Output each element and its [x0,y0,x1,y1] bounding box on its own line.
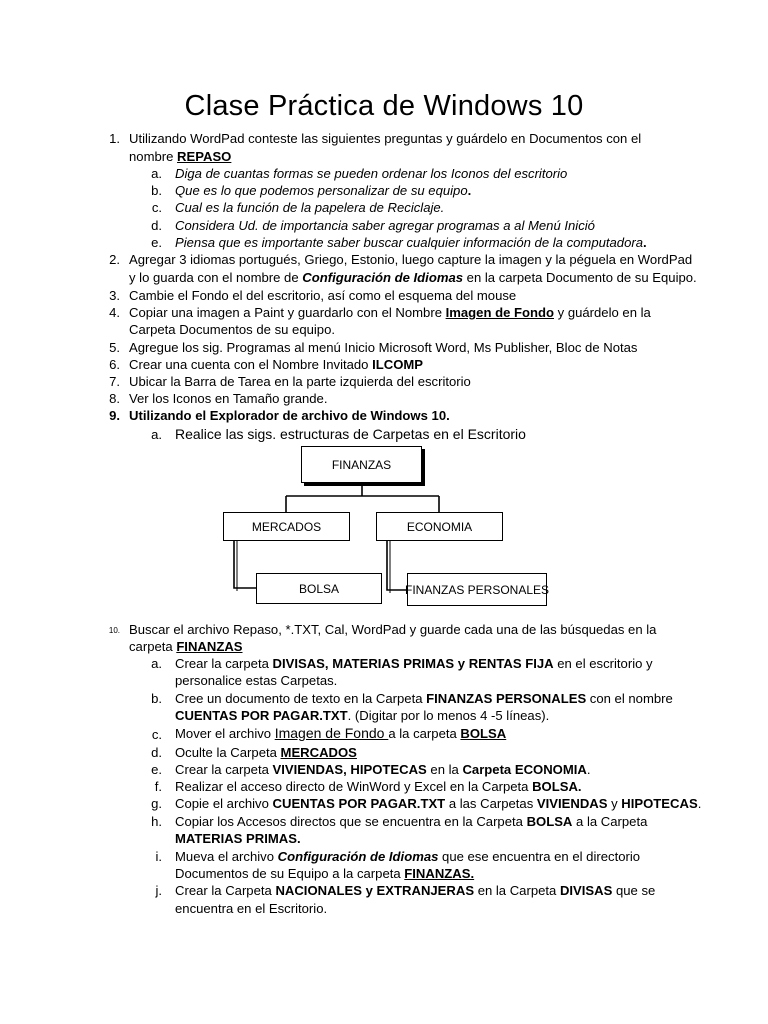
folder-economia [376,512,503,541]
item-number: 10. [108,626,120,635]
text-span: CUENTAS POR PAGAR.TXT [175,708,348,723]
item-text: Utilizando el Explorador de archivo de Windows 10. [129,408,450,423]
subitem-letter: c. [151,727,162,742]
folder-finanzas-personales [404,573,550,606]
text-span: . [467,183,472,198]
item-number: 9. [109,408,120,423]
item-number: 3. [109,288,120,303]
text-span: y guárdelo en la [554,305,651,320]
text-span: Realizar el acceso directo de WinWord y Excel en la Carpeta [175,779,533,794]
subitem-text [175,725,506,742]
folder-label: MERCADOS [251,519,322,534]
text-span: a las Carpetas [445,796,537,811]
subitem-text: encuentra en el Escritorio. [175,901,328,916]
text-span: que ese encuentra en el directorio [438,849,641,864]
text-span: FINANZAS. [404,866,475,881]
text-span: Configuración de Idiomas [277,849,439,864]
text-span: que se [612,883,656,898]
subitem-text [175,690,673,707]
subitem-text: Cual es la función de la papelera de Reciclaje. [175,200,445,215]
subitem-letter: a. [151,656,162,671]
item-text: Agregar 3 idiomas portugués, Griego, Estonio, luego capture la imagen y la péguela en WordPad [129,252,693,267]
subitem-letter: b. [151,183,162,198]
subitem-text: Diga de cuantas formas se pueden ordenar los Iconos del escritorio [175,166,568,181]
subitem-letter: e. [151,235,162,250]
subitem-letter: c. [151,200,162,215]
subitem-letter: h. [151,814,162,829]
subitem-text [175,813,647,830]
text-span: Crear la carpeta [175,762,273,777]
folder-label: FINANZAS PERSONALES [404,582,550,597]
subitem-letter: a. [151,166,162,181]
subitem-letter: b. [151,691,162,706]
item-number: 1. [109,131,120,146]
text-span: VIVIENDAS, HIPOTECAS [272,762,427,777]
item-text: Ubicar la Barra de Tarea en la parte izquierda del escritorio [129,374,471,389]
text-span: BOLSA [526,814,573,829]
item-text: Agregue los sig. Programas al menú Inicio Microsoft Word, Ms Publisher, Bloc de Notas [129,340,638,355]
text-span: Crear la carpeta [175,656,273,671]
text-span: Que es lo que podemos personalizar de su equipo [175,183,468,198]
folder-finanzas [301,446,422,483]
subitem-text [175,778,582,795]
subitem-text [175,882,655,899]
subitem-letter: d. [151,218,162,233]
item-text: Carpeta Documentos de su equipo. [129,322,335,337]
text-span: Carpeta ECONOMIA [462,762,587,777]
subitem-text [175,744,357,761]
text-span: en la carpeta Documento de su Equipo. [463,270,697,285]
subitem-letter: g. [151,796,162,811]
folder-label: FINANZAS [331,457,392,472]
item-text: Cambie el Fondo el del escritorio, así como el esquema del mouse [129,288,517,303]
item-text: Utilizando WordPad conteste las siguientes preguntas y guárdelo en Documentos con el [129,131,642,146]
text-span: Imagen de Fondo [274,725,389,741]
text-span: Mover el archivo [175,726,275,741]
item-number: 8. [109,391,120,406]
text-span: BOLSA. [532,779,582,794]
text-span: ILCOMP [372,357,424,372]
text-span: . [643,235,647,250]
item-number: 6. [109,357,120,372]
text-span: Crear la Carpeta [175,883,276,898]
text-span: a la Carpeta [572,814,648,829]
subitem-letter: i. [155,849,162,864]
item-number: 7. [109,374,120,389]
text-span: Copiar una imagen a Paint y guardarlo con el Nombre [129,305,446,320]
subitem-letter: f. [154,779,162,794]
subitem-text: personalice estas Carpetas. [175,673,338,688]
subitem-letter: a. [151,427,162,442]
text-span: BOLSA [460,726,507,741]
subitem-letter: j. [155,883,162,898]
subitem-text [175,865,474,882]
folder-bolsa [256,573,382,604]
text-span: CUENTAS POR PAGAR.TXT [272,796,446,811]
subitem-text [175,655,653,672]
subitem-text [175,707,549,724]
filename-repaso: REPASO [177,149,232,164]
item-text: Buscar el archivo Repaso, *.TXT, Cal, WordPad y guarde cada una de las búsquedas en la [129,622,657,637]
text-span: . [586,762,591,777]
text-span: VIVIENDAS [536,796,608,811]
text-span: Cree un documento de texto en la Carpeta [175,691,427,706]
subitem-text [175,761,591,778]
text-span: HIPOTECAS [621,796,698,811]
item-text [129,638,243,655]
text-span: Copiar los Accesos directos que se encuentra en la Carpeta [175,814,527,829]
text-span: en el escritorio y [553,656,653,671]
text-span: Crear una cuenta con el Nombre Invitado [129,357,373,372]
subitem-text [175,848,640,865]
text-span: Mueva el archivo [175,849,278,864]
text-span: en la [426,762,463,777]
text-span: Oculte la Carpeta [175,745,281,760]
subitem-text: MATERIAS PRIMAS. [175,831,301,846]
text-span: con el nombre [586,691,673,706]
text-span: Copie el archivo [175,796,273,811]
subitem-letter: d. [151,745,162,760]
text-span: DIVISAS [559,883,613,898]
item-number: 4. [109,305,120,320]
text-span: en la Carpeta [474,883,560,898]
text-span: MERCADOS [280,745,357,760]
subitem-text: Realice las sigs. estructuras de Carpetas en el Escritorio [175,426,526,442]
text-span: nombre [129,149,178,164]
filename-config-idiomas: Configuración de Idiomas [302,270,464,285]
text-span: Piensa que es importante saber buscar cualquier información de la computadora [175,235,644,250]
text-span: y [607,796,622,811]
page-title: Clase Práctica de Windows 10 [184,90,584,122]
folder-label: ECONOMIA [406,519,473,534]
subitem-text: Considera Ud. de importancia saber agregar programas a al Menú Inició [175,218,595,233]
item-number: 2. [109,252,120,267]
folder-mercados [223,512,350,541]
text-span: . (Digitar por lo menos 4 -5 líneas). [347,708,550,723]
folder-label: BOLSA [298,581,340,596]
text-span: carpeta [129,639,177,654]
text-span: FINANZAS [176,639,243,654]
subitem-letter: e. [151,762,162,777]
text-span: . [697,796,702,811]
text-span: y lo guarda con el nombre de [129,270,303,285]
text-span: Documentos de su Equipo a la carpeta [175,866,405,881]
item-text: Ver los Iconos en Tamaño grande. [129,391,328,406]
text-span: a la carpeta [388,726,461,741]
text-span: FINANZAS PERSONALES [426,691,587,706]
text-span: DIVISAS, MATERIAS PRIMAS y RENTAS FIJA [272,656,554,671]
filename-imagen-fondo: Imagen de Fondo [445,305,554,320]
text-span: NACIONALES y EXTRANJERAS [275,883,475,898]
item-number: 5. [109,340,120,355]
subitem-text [175,795,701,812]
